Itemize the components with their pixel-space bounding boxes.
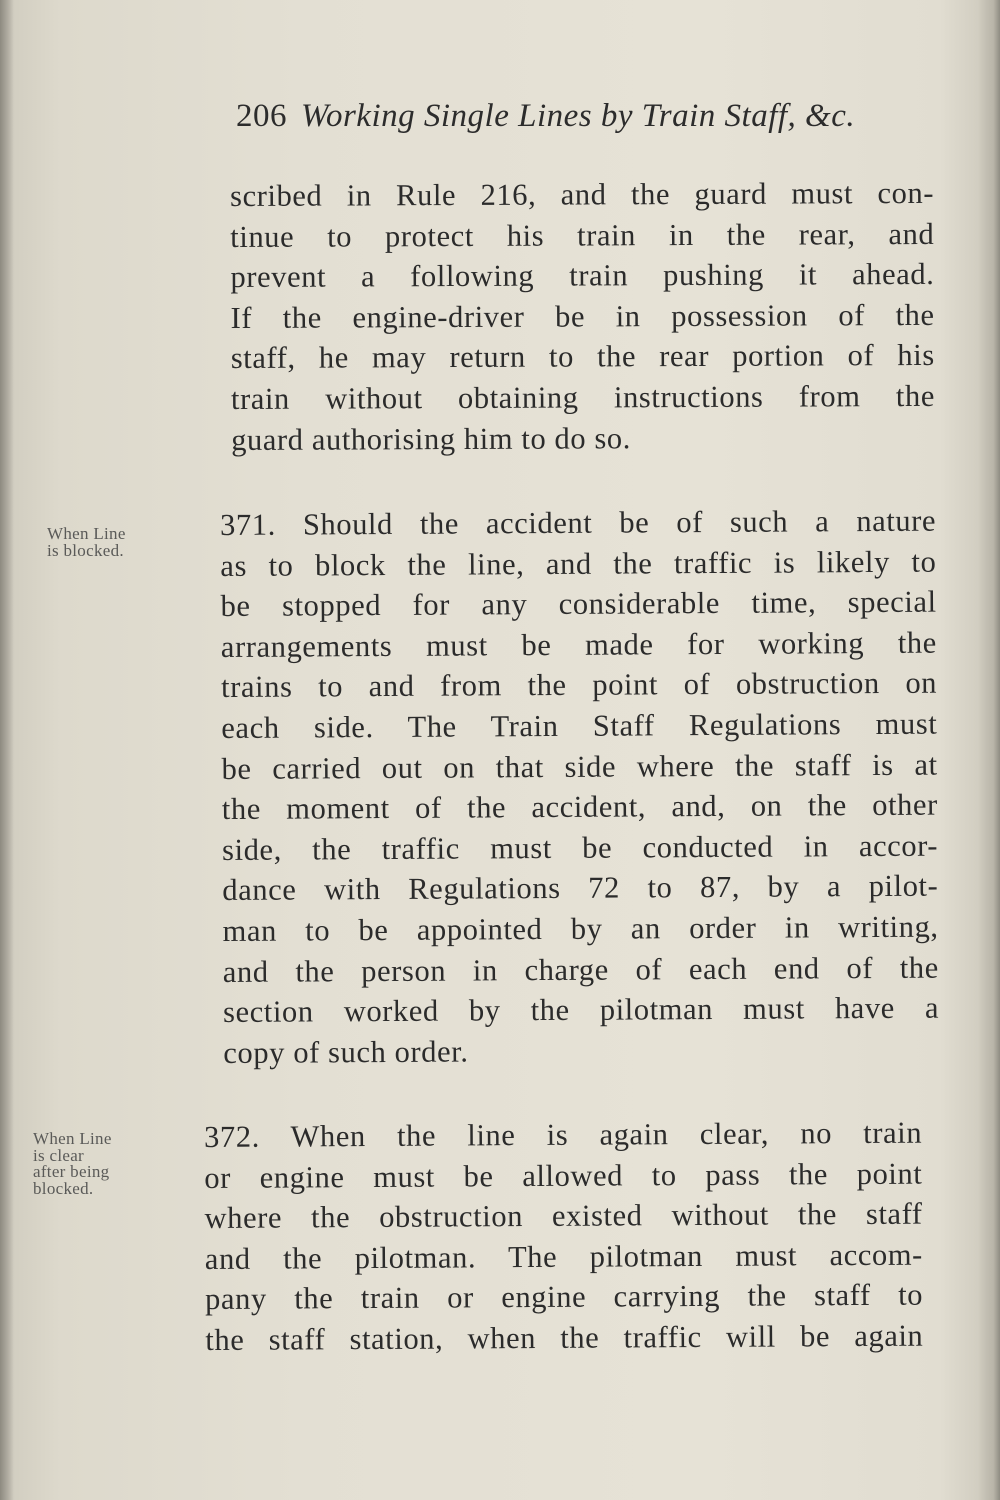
text-line: 372. When the line is again clear, no train bbox=[204, 1115, 923, 1154]
text-line: trains to and from the point of obstruction on bbox=[221, 665, 938, 705]
margin-note-line: is clear bbox=[33, 1145, 85, 1165]
text-line: as to block the line, and the traffic is likely to bbox=[220, 544, 937, 583]
text-line: section worked by the pilotman must have a bbox=[222, 990, 940, 1030]
text-line: each side. The Train Staff Regulations must bbox=[221, 706, 938, 745]
margin-note-line: after being bbox=[33, 1162, 110, 1181]
margin-note-line: is blocked. bbox=[47, 540, 124, 560]
binding-shadow bbox=[0, 0, 14, 1500]
text-line: pany the train or engine carrying the staff to bbox=[205, 1277, 924, 1317]
paragraph-371 bbox=[220, 501, 939, 1074]
margin-note-line: When Line bbox=[33, 1129, 112, 1148]
text-line: where the obstruction existed without the staff bbox=[204, 1196, 923, 1236]
text-line: dance with Regulations 72 to 87, by a pilot- bbox=[222, 868, 939, 908]
text-line: scribed in Rule 216, and the guard must con- bbox=[230, 175, 935, 213]
running-header bbox=[236, 98, 946, 135]
text-line: the moment of the accident, and, on the other bbox=[221, 787, 938, 827]
text-line: and the person in charge of each end of the bbox=[222, 950, 939, 989]
text-line: man to be appointed by an order in writing, bbox=[222, 909, 939, 948]
text-line: be stopped for any considerable time, special bbox=[220, 584, 937, 624]
text-line: guard authorising him to do so. bbox=[231, 420, 632, 457]
paragraph-continuation bbox=[230, 173, 935, 460]
text-line: prevent a following train pushing it ahead. bbox=[230, 257, 935, 295]
text-line: 371. Should the accident be of such a nature bbox=[220, 503, 937, 542]
text-line: or engine must be allowed to pass the point bbox=[204, 1156, 923, 1195]
margin-note-line: blocked. bbox=[33, 1178, 94, 1198]
text-line: side, the traffic must be conducted in accor- bbox=[222, 828, 939, 867]
text-line: train without obtaining instructions from the bbox=[230, 378, 936, 416]
text-line: copy of such order. bbox=[223, 1034, 469, 1070]
text-line: the staff station, when the traffic will be again bbox=[205, 1318, 924, 1357]
text-line: arrangements must be made for working the bbox=[220, 625, 937, 664]
running-title: Working Single Lines by Train Staff, &c. bbox=[301, 98, 856, 134]
margin-note-line: When Line bbox=[47, 524, 126, 543]
page-number: 206 bbox=[236, 98, 287, 134]
paragraph-372 bbox=[204, 1113, 923, 1361]
text-line: If the engine-driver be in possession of the bbox=[230, 297, 935, 335]
text-line: tinue to protect his train in the rear, and bbox=[230, 216, 935, 254]
margin-note-line-blocked bbox=[47, 526, 126, 559]
text-line: be carried out on that side where the staff is at bbox=[221, 747, 938, 786]
margin-note-line-clear bbox=[33, 1131, 112, 1197]
text-line: staff, he may return to the rear portion of his bbox=[230, 338, 935, 376]
text-line: and the pilotman. The pilotman must accom- bbox=[204, 1237, 923, 1276]
page-edge bbox=[978, 0, 1000, 1500]
